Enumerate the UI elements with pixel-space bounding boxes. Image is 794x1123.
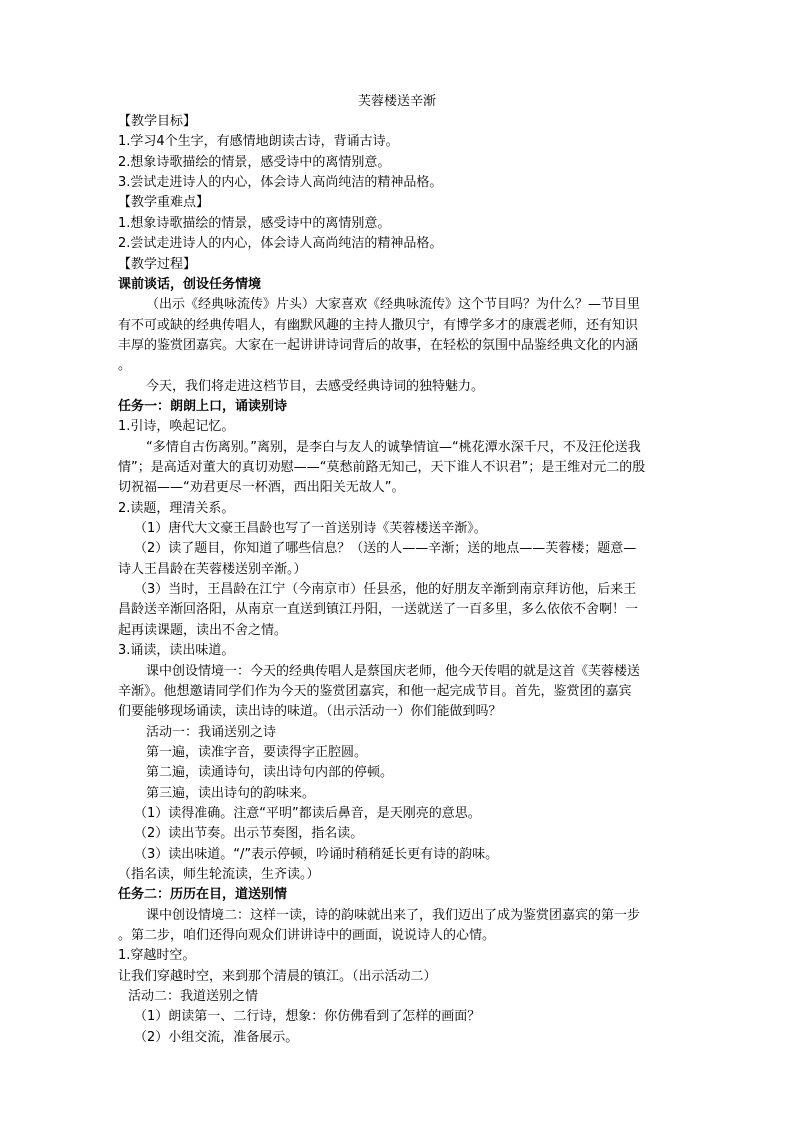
text-line: （指名读，师生轮流读，生齐读。） — [118, 867, 320, 882]
section-heading: 任务二：历历在目，道送别情 — [118, 887, 288, 903]
section-heading: 任务一：朗朗上口，诵读别诗 — [118, 398, 288, 414]
text-line: 1.穿越时空。 — [118, 948, 196, 964]
text-line: （1）唐代大文豪王昌龄也写了一首送别诗《芙蓉楼送辛渐》。 — [134, 521, 487, 536]
text-line: 2.想象诗歌描绘的情景，感受诗中的离情别意。 — [118, 154, 391, 170]
text-line: 丰厚的鉴赏团嘉宾。大家在一起讲讲诗词背后的故事，在轻松的氛围中品鉴经典文化的内涵 — [118, 337, 639, 353]
text-line: 课中创设情境一：今天的经典传唱人是蔡国庆老师，他今天传唱的就是这首《芙蓉楼送 — [146, 663, 641, 679]
document-title: 芙蓉楼送辛渐 — [357, 94, 436, 109]
text-line: 1.学习4个生字，有感情地朗读古诗，背诵古诗。 — [118, 134, 399, 150]
text-line: 【教学目标】 — [118, 114, 197, 129]
text-line: （3）当时，王昌龄在江宁（今南京市）任县丞，他的好朋友辛渐到南京拜访他，后来王 — [134, 582, 637, 597]
text-line: 活动一：我诵送别之诗 — [146, 724, 277, 740]
text-line: 有不可或缺的经典传唱人，有幽默风趣的主持人撒贝宁，有博学多才的康震老师，还有知识 — [118, 317, 639, 333]
text-line: （出示《经典咏流传》片头）大家喜欢《经典咏流传》这个节目吗？为什么？—节目里 — [146, 297, 641, 313]
text-line: 1.引诗，唤起记忆。 — [118, 419, 235, 435]
text-line: （1）读得准确。注意“平明”都读后鼻音，是天刚亮的意思。 — [134, 805, 481, 821]
text-line: 2.读题，理清关系。 — [118, 500, 235, 516]
text-line: 课中创设情境二：这样一读，诗的韵味就出来了，我们迈出了成为鉴赏团嘉宾的第一步 — [146, 907, 641, 923]
text-line: 1.想象诗歌描绘的情景，感受诗中的离情别意。 — [118, 215, 391, 231]
text-line: 第二遍，读通诗句，读出诗句内部的停顿。 — [146, 765, 394, 781]
text-line: （2）读了题目，你知道了哪些信息？（送的人——辛渐；送的地点——芙蓉楼；题意— — [134, 541, 637, 557]
text-line: 切祝福——“劝君更尽一杯酒，西出阳关无故人”。 — [118, 480, 405, 496]
text-line: 起再读课题，读出不舍之情。 — [118, 622, 288, 638]
text-line: 今天，我们将走进这档节目，去感受经典诗词的独特魅力。 — [146, 378, 485, 394]
text-line: 第一遍，读准字音，要读得字正腔圆。 — [146, 744, 368, 760]
text-line: （2）小组交流，准备展示。 — [134, 1029, 299, 1045]
text-line: 情”；是高适对董大的真切劝慰——“莫愁前路无知己，天下谁人不识君”；是王维对元二的殷 — [118, 460, 646, 475]
text-line: 3.尝试走进诗人的内心，体会诗人高尚纯洁的精神品格。 — [118, 175, 443, 191]
text-line: 【教学过程】 — [118, 256, 197, 272]
text-line: 活动二：我道送别之情 — [128, 989, 259, 1005]
text-line: 第三遍，读出诗句的韵味来。 — [146, 785, 316, 801]
text-line: （1）朗读第一、二行诗，想象：你仿佛看到了怎样的画面？ — [134, 1009, 481, 1025]
text-line: 辛渐》。他想邀请同学们作为今天的鉴赏团嘉宾，和他一起完成节目。首先，鉴赏团的嘉宾 — [118, 683, 632, 699]
text-line: 让我们穿越时空，来到那个清晨的镇江。（出示活动二） — [118, 968, 437, 984]
text-line: 诗人王昌龄在芙蓉楼送别辛渐。） — [118, 561, 307, 577]
text-line: （3）读出味道。“/”表示停顿，吟诵时稍稍延长更有诗的韵味。 — [134, 846, 499, 862]
section-heading: 课前谈话，创设任务情境 — [118, 276, 262, 292]
text-line: 。 — [118, 358, 132, 374]
text-line: “多情自古伤离别。”离别，是李白与友人的诚挚情谊—“桃花潭水深千尺，不及汪伦送我 — [146, 439, 641, 455]
text-line: 【教学重难点】 — [118, 195, 210, 211]
text-line: 们要能够现场诵读，读出诗的味道。（出示活动一）你们能做到吗？ — [118, 704, 502, 720]
text-line: 2.尝试走进诗人的内心，体会诗人高尚纯洁的精神品格。 — [118, 236, 443, 252]
text-line: 。第二步，咱们还得向观众们讲讲诗中的画面，说说诗人的心情。 — [118, 928, 496, 943]
text-line: 昌龄送辛渐回洛阳，从南京一直送到镇江丹阳，一送就送了一百多里，多么依依不舍啊！一 — [118, 602, 639, 618]
text-line: （2）读出节奏。出示节奏图，指名读。 — [134, 826, 364, 842]
text-line: 3.诵读，读出味道。 — [118, 643, 235, 659]
